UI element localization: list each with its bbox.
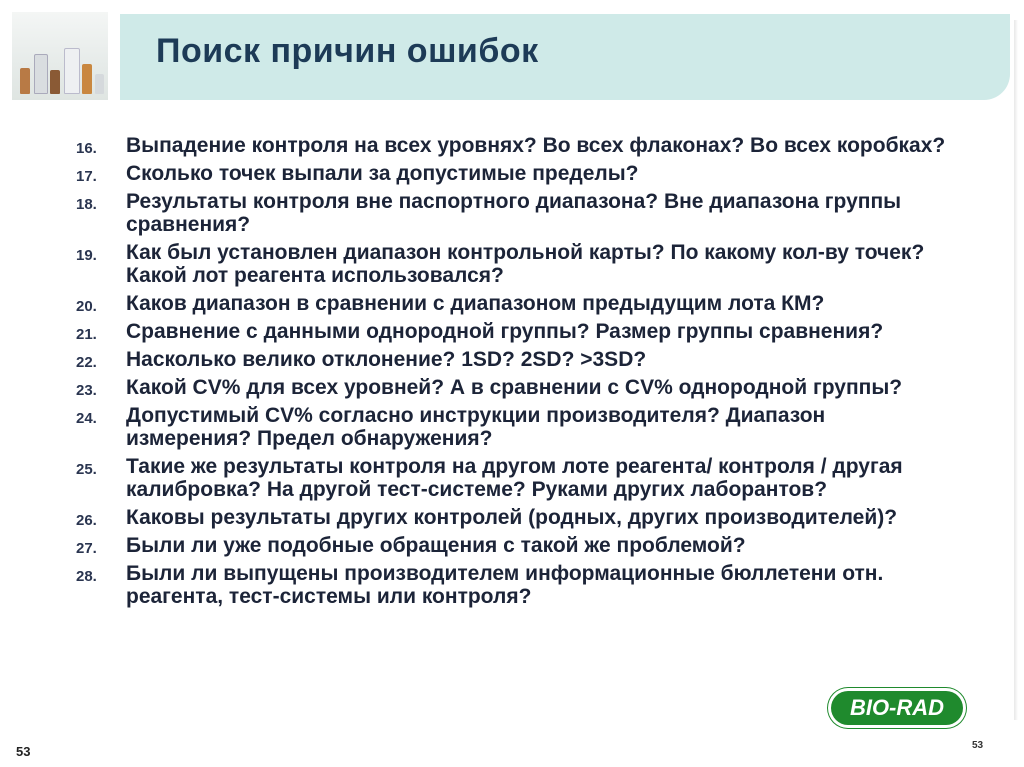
bio-rad-logo: [828, 688, 966, 728]
item-number: 17.: [76, 168, 97, 185]
list-item: [76, 404, 976, 450]
list-item: [76, 162, 976, 185]
item-text: Были ли уже подобные обращения с такой же проблемой?: [126, 534, 746, 557]
item-number: 24.: [76, 410, 97, 427]
item-text: Как был установлен диапазон контрольной карты? По какому кол-ву точек? Какой лот реагента использовался?: [126, 241, 925, 287]
bottle-icon: [50, 70, 60, 94]
logo-wordmark-icon: [837, 694, 957, 722]
list-item: [76, 506, 976, 529]
page-edge-shadow: [1014, 20, 1018, 720]
list-item: [76, 190, 976, 236]
list-item: [76, 134, 976, 157]
item-number: 16.: [76, 140, 97, 157]
item-number: 21.: [76, 326, 97, 343]
item-text: Каков диапазон в сравнении с диапазоном предыдущим лота КМ?: [126, 292, 825, 315]
item-text: Сравнение с данными однородной группы? Размер группы сравнения?: [126, 320, 884, 343]
item-number: 19.: [76, 247, 97, 264]
list-item: [76, 376, 976, 399]
list-item: [76, 292, 976, 315]
item-text: Какой CV% для всех уровней? А в сравнении с CV% однородной группы?: [126, 376, 903, 399]
bottle-icon: [64, 48, 80, 94]
item-number: 25.: [76, 461, 97, 478]
item-text: Результаты контроля вне паспортного диапазона? Вне диапазона группы сравнения?: [126, 190, 902, 236]
item-text: Такие же результаты контроля на другом лоте реагента/ контроля / другая калибровка? На другой тест-системе? Руками других лаборантов?: [126, 455, 903, 501]
item-number: 18.: [76, 196, 97, 213]
bottle-icon: [95, 74, 104, 94]
page-number: 53: [16, 744, 31, 759]
item-number: 26.: [76, 512, 97, 529]
list-item: [76, 534, 976, 557]
item-number: 28.: [76, 568, 97, 585]
list-item: [76, 241, 976, 287]
item-number: 22.: [76, 354, 97, 371]
list-item: [76, 348, 976, 371]
item-text: Насколько велико отклонение? 1SD? 2SD? >3SD?: [126, 348, 647, 371]
slide-number: 53: [972, 740, 984, 751]
bottle-icon: [82, 64, 92, 94]
item-number: 20.: [76, 298, 97, 315]
list-item: [76, 320, 976, 343]
logo-text: BIO-RAD: [849, 695, 945, 720]
item-number: 23.: [76, 382, 97, 399]
reagent-bottles-image: [12, 12, 108, 100]
item-text: Каковы результаты других контролей (родных, других производителей)?: [126, 506, 898, 529]
question-list: [76, 134, 976, 613]
item-number: 27.: [76, 540, 97, 557]
item-text: Выпадение контроля на всех уровнях? Во всех флаконах? Во всех коробках?: [126, 134, 946, 157]
item-text: Допустимый CV% согласно инструкции производителя? Диапазон измерения? Предел обнаружения?: [126, 404, 826, 450]
item-text: Сколько точек выпали за допустимые пределы?: [126, 162, 639, 185]
list-item: [76, 562, 976, 608]
item-text: Были ли выпущены производителем информационные бюллетени отн. реагента, тест-системы или контроля?: [126, 562, 884, 608]
list-item: [76, 455, 976, 501]
bottle-icon: [20, 68, 30, 94]
bottle-icon: [34, 54, 48, 94]
slide-title: Поиск причин ошибок: [156, 32, 539, 70]
